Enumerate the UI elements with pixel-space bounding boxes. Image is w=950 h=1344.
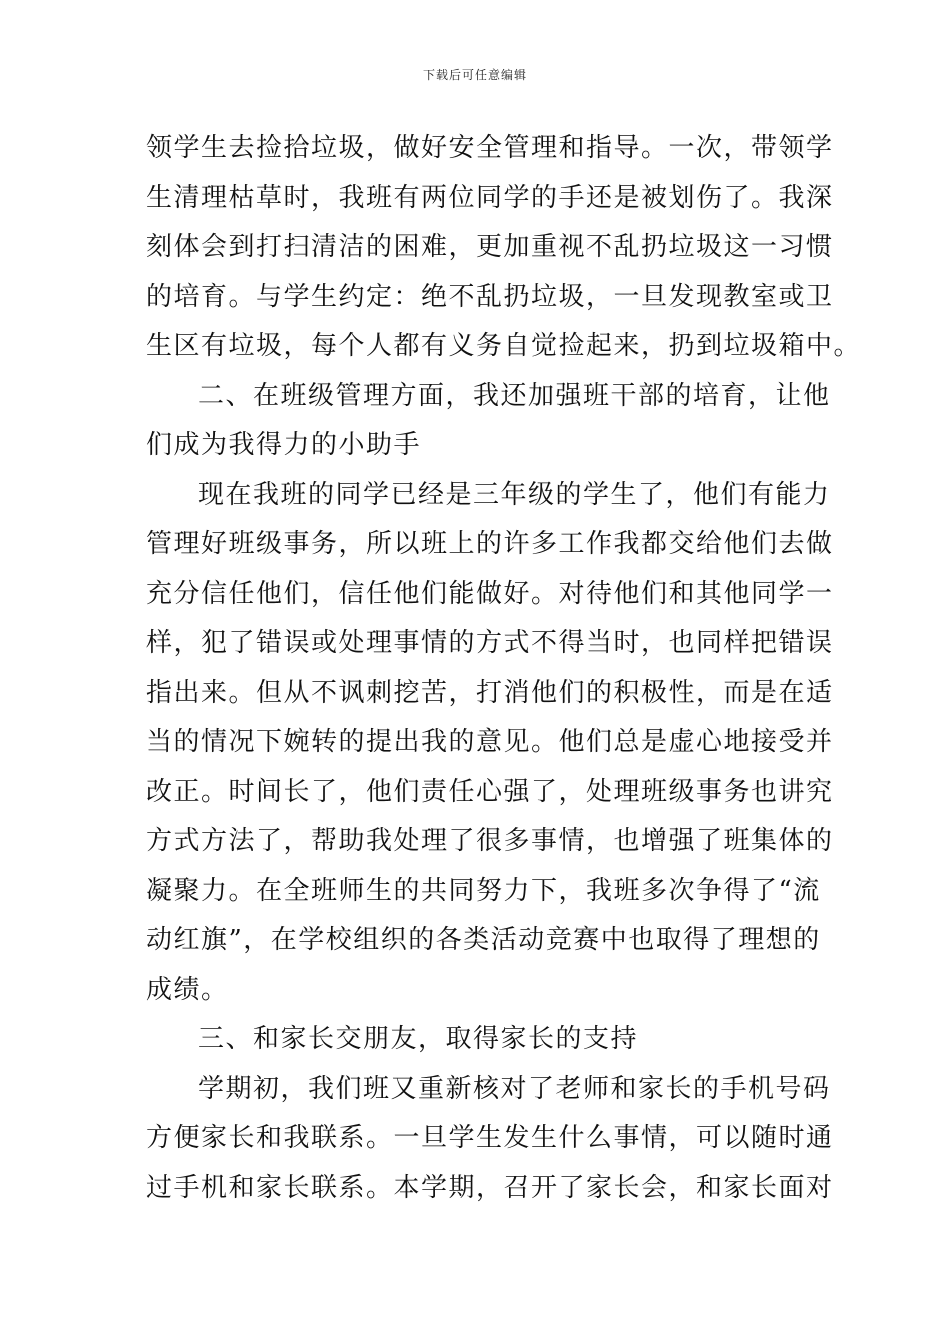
paragraph-start: 现在我班的同学已经是三年级的学生了，他们有能力	[198, 479, 831, 510]
text-line: 领学生去捡拾垃圾，做好安全管理和指导。一次，带领学	[146, 133, 834, 163]
text-line: 管理好班级事务，所以班上的许多工作我都交给他们去做	[146, 529, 834, 559]
section-heading-2: 二、在班级管理方面，我还加强班干部的培育，让他	[198, 380, 831, 411]
text-line: 生清理枯草时，我班有两位同学的手还是被划伤了。我深	[146, 182, 834, 213]
document-body	[146, 124, 862, 1213]
paragraph-start: 学期初，我们班又重新核对了老师和家长的手机号码	[198, 1073, 831, 1104]
page-header: 下载后可任意编辑	[422, 68, 527, 82]
text-line: 改正。时间长了，他们责任心强了，处理班级事务也讲究	[146, 776, 834, 807]
text-line: 过手机和家长联系。本学期，召开了家长会，和家长面对	[146, 1172, 834, 1203]
text-line: 成绩。	[146, 974, 229, 1005]
text-line: 充分信任他们，信任他们能做好。对待他们和其他同学一	[146, 578, 834, 609]
text-line: 方便家长和我联系。一旦学生发生什么事情，可以随时通	[146, 1123, 834, 1153]
text-line: 凝聚力。在全班师生的共同努力下，我班多次争得了“流	[146, 875, 821, 906]
section-heading-2-cont: 们成为我得力的小助手	[146, 430, 422, 460]
text-line: 刻体会到打扫清洁的困难，更加重视不乱扔垃圾这一习惯	[146, 232, 834, 262]
text-line: 方式方法了，帮助我处理了很多事情，也增强了班集体的	[146, 826, 834, 856]
text-line: 的培育。与学生约定：绝不乱扔垃圾，一旦发现教室或卫	[146, 281, 834, 312]
section-heading-3: 三、和家长交朋友，取得家长的支持	[198, 1024, 639, 1054]
text-line: 生区有垃圾，每个人都有义务自觉捡起来，扔到垃圾箱中。	[146, 331, 862, 361]
text-line: 动红旗”，在学校组织的各类活动竞赛中也取得了理想的	[146, 925, 821, 955]
text-line: 指出来。但从不讽刺挖苦，打消他们的积极性，而是在适	[146, 677, 834, 708]
text-line: 样，犯了错误或处理事情的方式不得当时，也同样把错误	[146, 628, 834, 658]
text-line: 当的情况下婉转的提出我的意见。他们总是虚心地接受并	[146, 727, 834, 757]
